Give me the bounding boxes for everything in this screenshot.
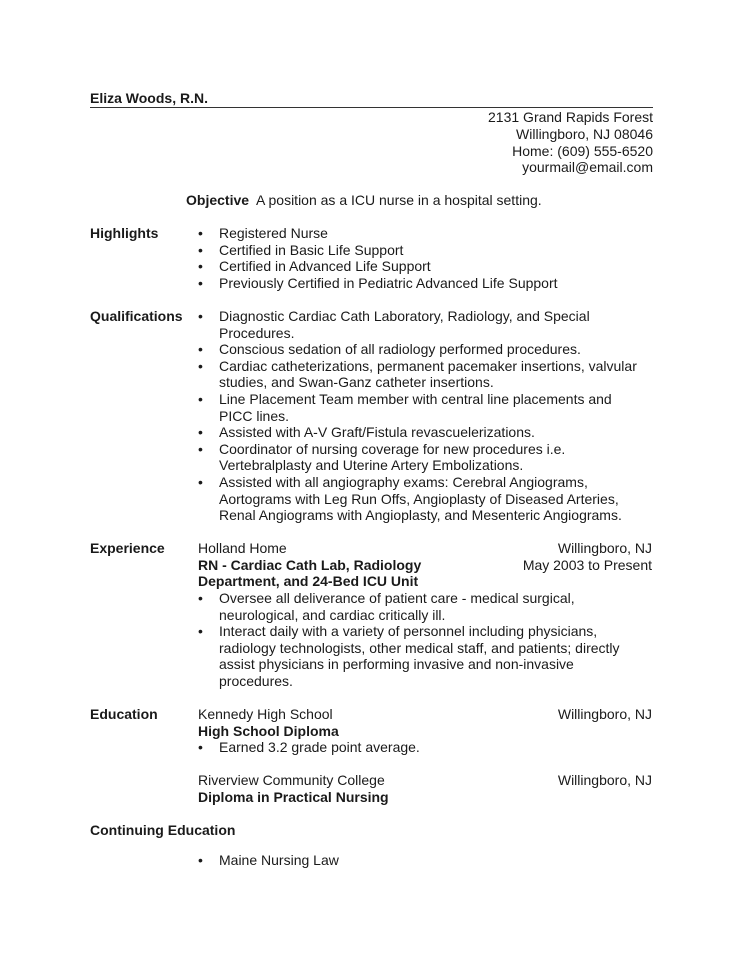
list-item: Oversee all deliverance of patient care - medical surgical, [219,590,575,606]
objective-text: A position as a ICU nurse in a hospital setting. [256,192,542,208]
list-item: Cardiac catheterizations, permanent pacemaker insertions, valvular [219,357,637,374]
list-item: Diagnostic Cardiac Cath Laboratory, Radiology, and Special [219,308,590,324]
bullet-marker: • [198,739,203,755]
highlights-heading: Highlights [90,225,159,241]
experience-employer: Holland Home [198,540,287,556]
list-item: Renal Angiograms with Angioplasty, and Mesenteric Angiograms. [219,507,622,524]
experience-title-line-1: RN - Cardiac Cath Lab, Radiology [198,557,422,573]
experience-location: Willingboro, NJ [557,540,652,556]
education-school-1-degree: High School Diploma [198,723,339,739]
experience-dates: May 2003 to Present [522,557,652,573]
list-item: Registered Nurse [219,225,328,241]
list-item: assist physicians in performing invasive and non-invasive [219,656,574,673]
experience-title-line-2: Department, and 24-Bed ICU Unit [198,573,419,589]
list-item: Interact daily with a variety of personnel including physicians, [219,623,598,640]
list-item: Assisted with A-V Graft/Fistula revascuelerizations. [219,424,535,441]
email: yourmail@email.com [522,159,653,175]
list-item: Line Placement Team member with central line placements and [219,391,612,407]
bullet-marker: • [198,474,203,490]
list-item: Earned 3.2 grade point average. [219,739,420,755]
experience-heading: Experience [90,540,165,556]
list-item: Coordinator of nursing coverage for new procedures i.e. [219,440,566,457]
bullet-marker: • [198,341,203,358]
education-heading: Education [90,706,158,722]
bullet-marker: • [198,391,203,407]
education-school-2: Riverview Community College [198,772,385,788]
list-item: PICC lines. [219,407,290,424]
bullet-marker: • [198,308,203,324]
address-line-1: 2131 Grand Rapids Forest [488,109,653,125]
list-item: Procedures. [219,324,295,341]
list-item: Maine Nursing Law [219,852,339,868]
list-item: studies, and Swan-Ganz catheter insertions. [219,374,494,391]
objective-row [186,192,542,209]
list-item: Aortograms with Leg Run Offs, Angioplasty of Diseased Arteries, [219,490,619,507]
phone: Home: (609) 555-6520 [512,143,653,159]
list-item: Assisted with all angiography exams: Cerebral Angiograms, [219,474,588,490]
education-school-2-degree: Diploma in Practical Nursing [198,789,389,805]
bullet-marker: • [198,258,203,275]
header-divider [90,107,653,108]
bullet-marker: • [198,274,203,291]
education-school-2-location: Willingboro, NJ [557,772,652,788]
bullet-marker: • [198,852,203,868]
address-line-2: Willingboro, NJ 08046 [516,126,653,142]
bullet-marker: • [198,241,203,258]
list-item: Certified in Advanced Life Support [219,258,431,275]
education-school-1-location: Willingboro, NJ [557,706,652,722]
list-item: Certified in Basic Life Support [219,241,404,258]
objective-label: Objective [186,192,250,208]
qualifications-heading: Qualifications [90,308,183,324]
list-item: neurological, and cardiac critically ill. [219,606,446,623]
bullet-marker: • [198,357,203,374]
bullet-marker: • [198,424,203,441]
list-item: radiology technologists, other medical staff, and patients; directly [219,639,620,656]
continuing-education-heading: Continuing Education [90,822,236,838]
list-item: Previously Certified in Pediatric Advanced Life Support [219,274,558,291]
bullet-marker: • [198,225,203,241]
list-item: Conscious sedation of all radiology performed procedures. [219,341,581,358]
bullet-marker: • [198,440,203,457]
list-item: Vertebralplasty and Uterine Artery Embolizations. [219,457,524,474]
bullet-marker: • [198,590,203,606]
list-item: procedures. [219,673,293,689]
bullet-marker: • [198,623,203,640]
education-school-1: Kennedy High School [198,706,333,722]
resume-name: Eliza Woods, R.N. [90,90,208,106]
